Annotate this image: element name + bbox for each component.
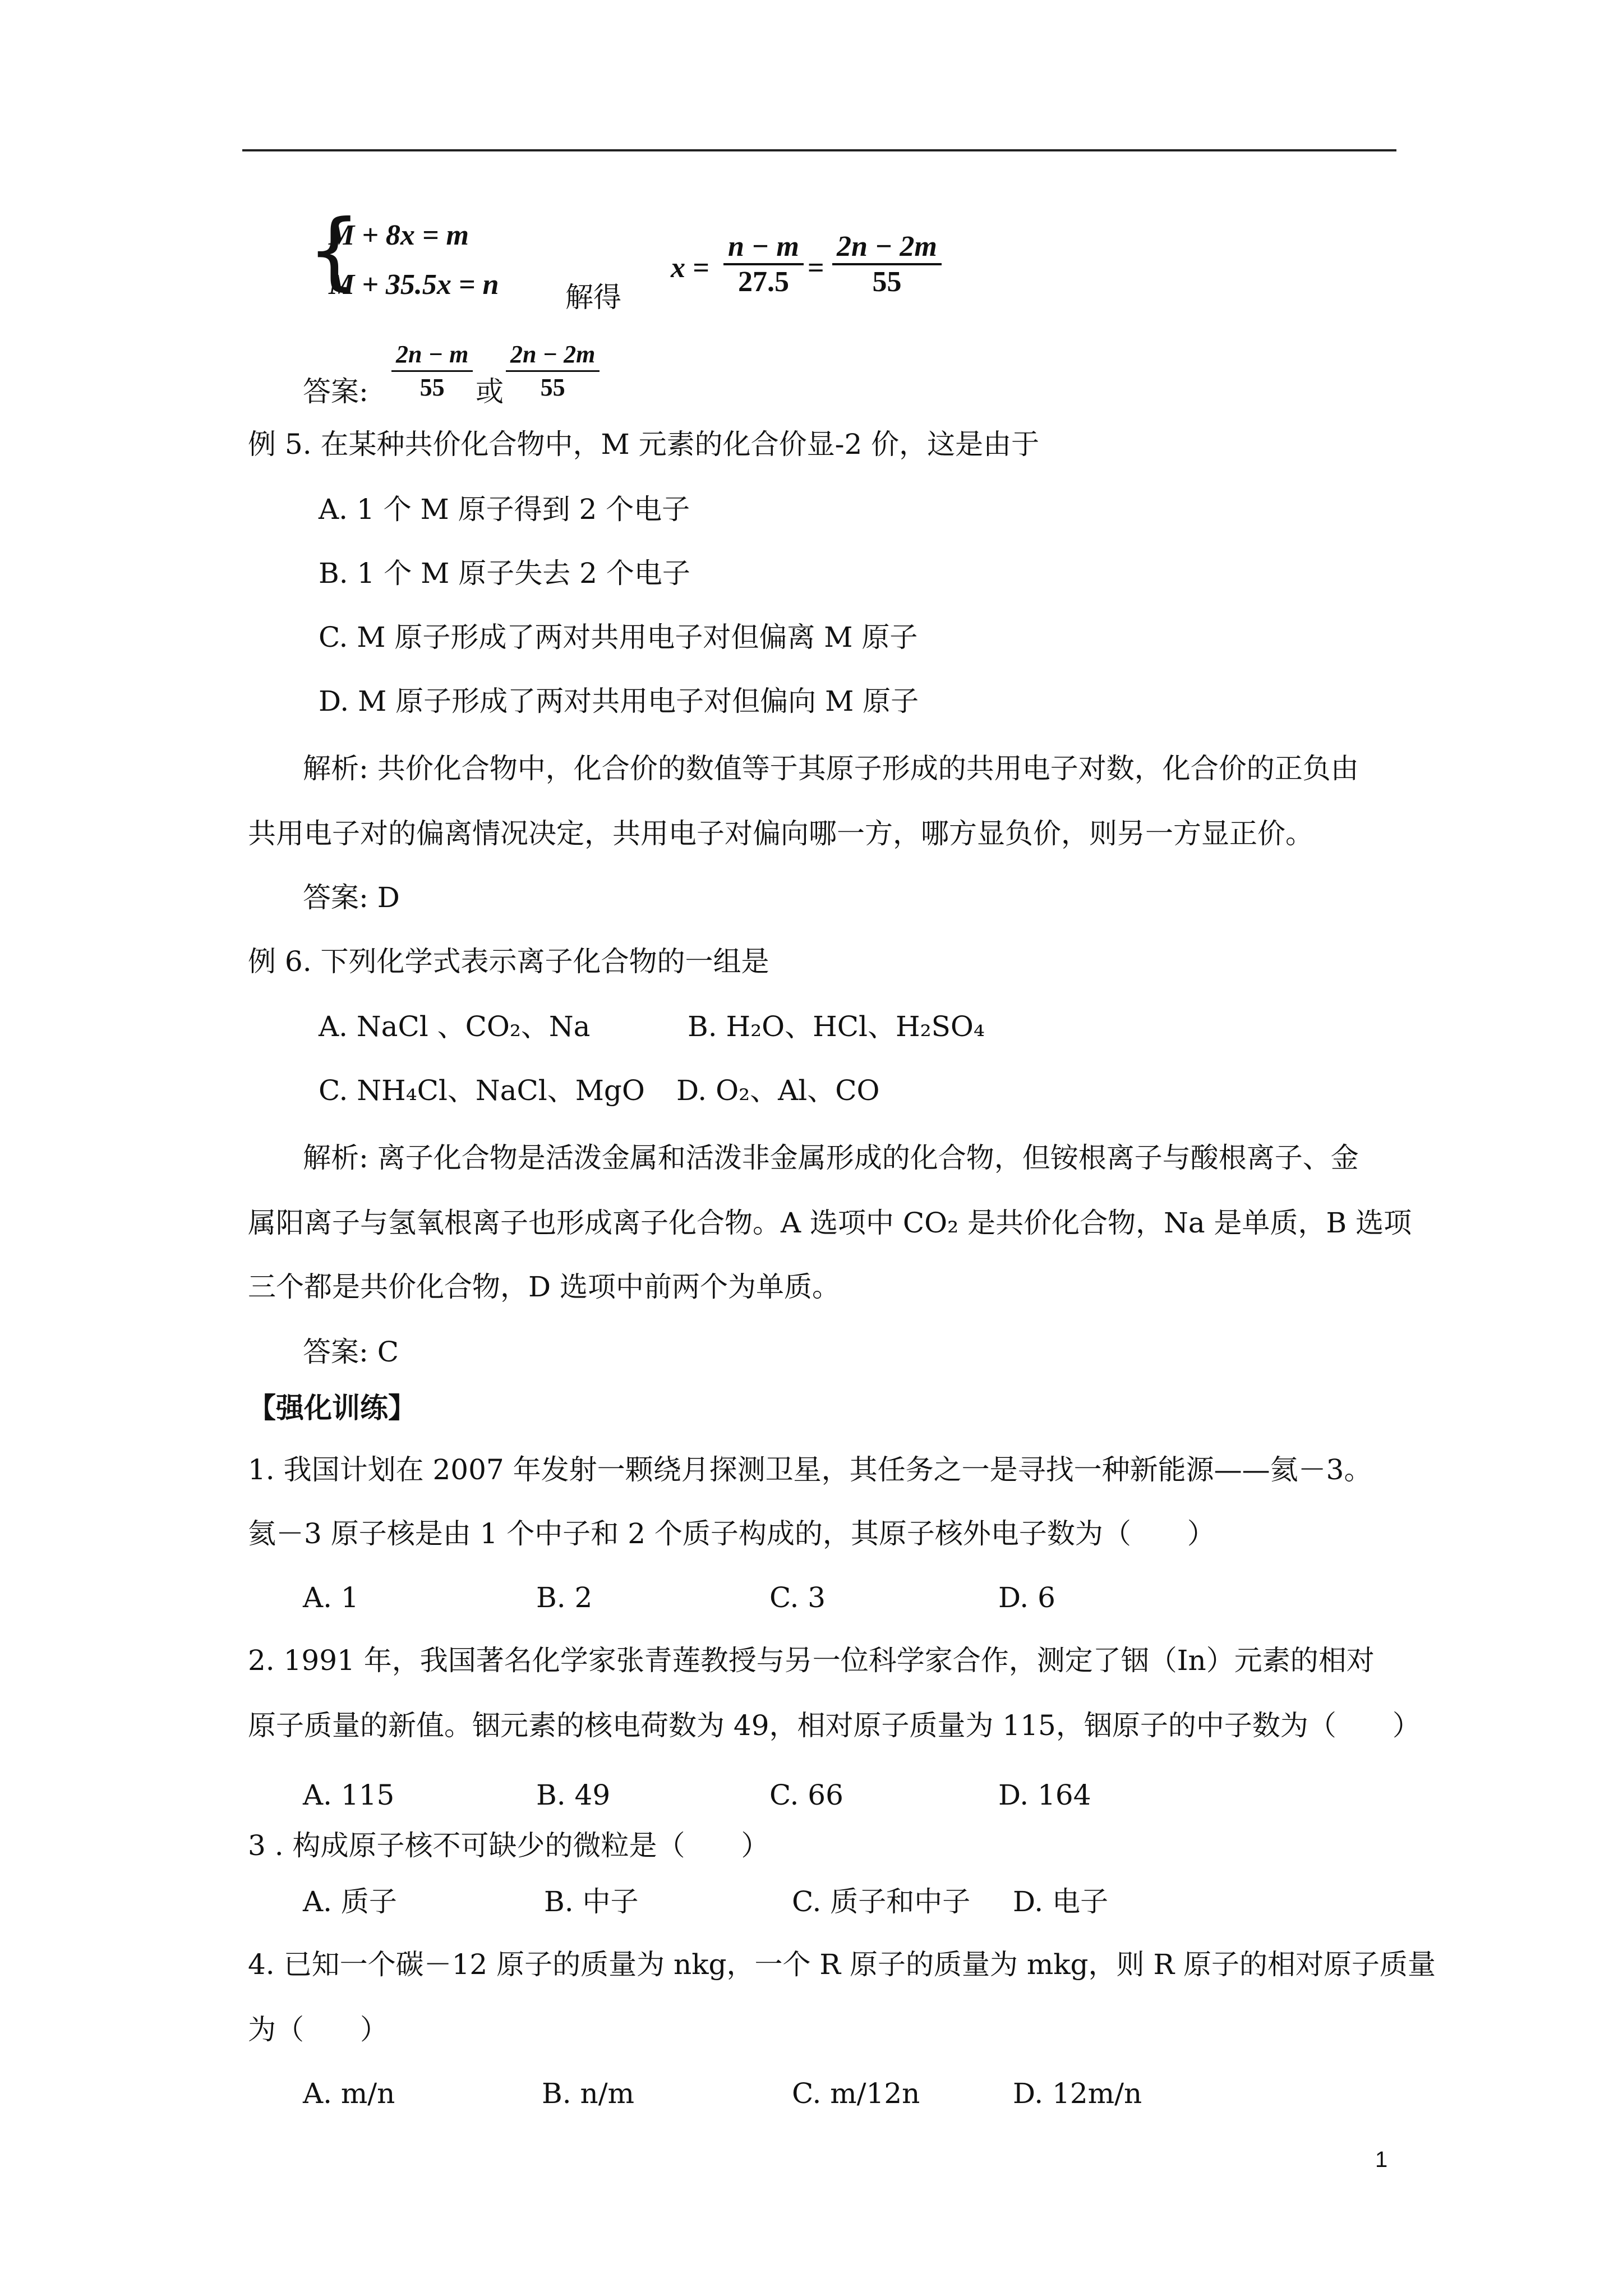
question-4-line-2: 为（ ） — [248, 2013, 388, 2046]
question-4-option-a: A. m/n — [303, 2077, 395, 2110]
fraction-2-numerator: 2n − 2m — [837, 231, 937, 263]
answer-label: 答案: — [303, 375, 368, 408]
question-1-option-b: B. 2 — [536, 1581, 593, 1614]
answer-fraction-a — [391, 339, 473, 403]
example-5-option-b: B. 1 个 M 原子失去 2 个电子 — [319, 557, 690, 590]
left-brace: { — [307, 202, 361, 300]
question-1-line-1: 1. 我国计划在 2007 年发射一颗绕月探测卫星，其任务之一是寻找一种新能源——氦－3。 — [248, 1453, 1372, 1486]
fraction-1-denominator: 27.5 — [737, 266, 789, 298]
x-variable: x = — [671, 252, 709, 284]
example-5-answer: 答案: D — [303, 881, 400, 914]
question-4-line-1: 4. 已知一个碳－12 原子的质量为 nkg，一个 R 原子的质量为 mkg，则 R 原子的相对原子质量 — [248, 1948, 1436, 1981]
question-3-line-1: 3 . 构成原子核不可缺少的微粒是（ ） — [248, 1829, 769, 1862]
question-4-option-d: D. 12m/n — [1013, 2077, 1142, 2110]
example-6-question: 例 6. 下列化学式表示离子化合物的一组是 — [248, 945, 769, 978]
fraction-2 — [832, 230, 942, 298]
example-5-option-a: A. 1 个 M 原子得到 2 个电子 — [319, 493, 690, 526]
question-2-line-1: 2. 1991 年，我国著名化学家张青莲教授与另一位科学家合作，测定了铟（In）元素的相对 — [248, 1644, 1375, 1677]
fraction-1 — [723, 230, 804, 298]
example-5-question: 例 5. 在某种共价化合物中，M 元素的化合价显-2 价，这是由于 — [248, 428, 1040, 461]
equals-sign: = — [808, 252, 824, 284]
answer-fraction-b-denominator: 55 — [540, 374, 565, 401]
page-number: 1 — [1375, 2147, 1388, 2172]
training-heading: 【强化训练】 — [248, 1392, 416, 1424]
example-6-option-b: B. H₂O、HCl、H₂SO₄ — [688, 1010, 985, 1043]
question-1-option-c: C. 3 — [769, 1581, 826, 1614]
question-2-option-b: B. 49 — [536, 1779, 611, 1811]
question-2-line-2: 原子质量的新值。铟元素的核电荷数为 49，相对原子质量为 115，铟原子的中子数为（ ） — [248, 1709, 1421, 1742]
equation-1: M + 8x = m — [329, 219, 469, 251]
question-4-option-b: B. n/m — [542, 2077, 634, 2110]
question-4-option-c: C. m/12n — [792, 2077, 920, 2110]
answer-fraction-a-denominator: 55 — [419, 374, 445, 401]
question-3-option-d: D. 电子 — [1013, 1885, 1109, 1918]
solve-label: 解得 — [565, 281, 621, 314]
example-5-analysis-line-2: 共用电子对的偏离情况决定，共用电子对偏向哪一方，哪方显负价，则另一方显正价。 — [248, 817, 1313, 850]
answer-or: 或 — [476, 375, 504, 408]
example-6-option-d: D. O₂、Al、CO — [676, 1074, 880, 1107]
example-6-answer: 答案: C — [303, 1336, 399, 1368]
question-1-option-d: D. 6 — [998, 1581, 1055, 1614]
example-5-option-d: D. M 原子形成了两对共用电子对但偏向 M 原子 — [319, 685, 919, 717]
question-1-option-a: A. 1 — [303, 1581, 359, 1614]
fraction-2-denominator: 55 — [872, 266, 902, 298]
header-rule — [242, 149, 1396, 151]
example-6-analysis-line-3: 三个都是共价化合物，D 选项中前两个为单质。 — [248, 1271, 840, 1303]
example-5-option-c: C. M 原子形成了两对共用电子对但偏离 M 原子 — [319, 621, 918, 654]
question-3-option-a: A. 质子 — [303, 1885, 397, 1918]
answer-fraction-b-numerator: 2n − 2m — [510, 341, 596, 368]
question-2-option-a: A. 115 — [303, 1779, 395, 1811]
question-3-option-b: B. 中子 — [544, 1885, 639, 1918]
question-3-option-c: C. 质子和中子 — [792, 1885, 971, 1918]
example-6-analysis-line-1: 解析: 离子化合物是活泼金属和活泼非金属形成的化合物，但铵根离子与酸根离子、金 — [303, 1142, 1359, 1174]
answer-fraction-b — [506, 339, 600, 403]
example-6-option-c: C. NH₄Cl、NaCl、MgO — [319, 1074, 645, 1107]
example-5-analysis-line-1: 解析: 共价化合物中，化合价的数值等于其原子形成的共用电子对数，化合价的正负由 — [303, 752, 1359, 785]
question-1-line-2: 氦－3 原子核是由 1 个中子和 2 个质子构成的，其原子核外电子数为（ ） — [248, 1517, 1215, 1550]
question-2-option-d: D. 164 — [998, 1779, 1091, 1811]
fraction-1-numerator: n − m — [728, 231, 799, 263]
question-2-option-c: C. 66 — [769, 1779, 843, 1811]
answer-fraction-a-numerator: 2n − m — [396, 341, 469, 368]
equation-2: M + 35.5x = n — [329, 269, 499, 301]
example-6-option-a: A. NaCl 、CO₂、Na — [319, 1010, 591, 1043]
example-6-analysis-line-2: 属阳离子与氢氧根离子也形成离子化合物。A 选项中 CO₂ 是共价化合物，Na 是单质，B 选项 — [248, 1207, 1412, 1239]
